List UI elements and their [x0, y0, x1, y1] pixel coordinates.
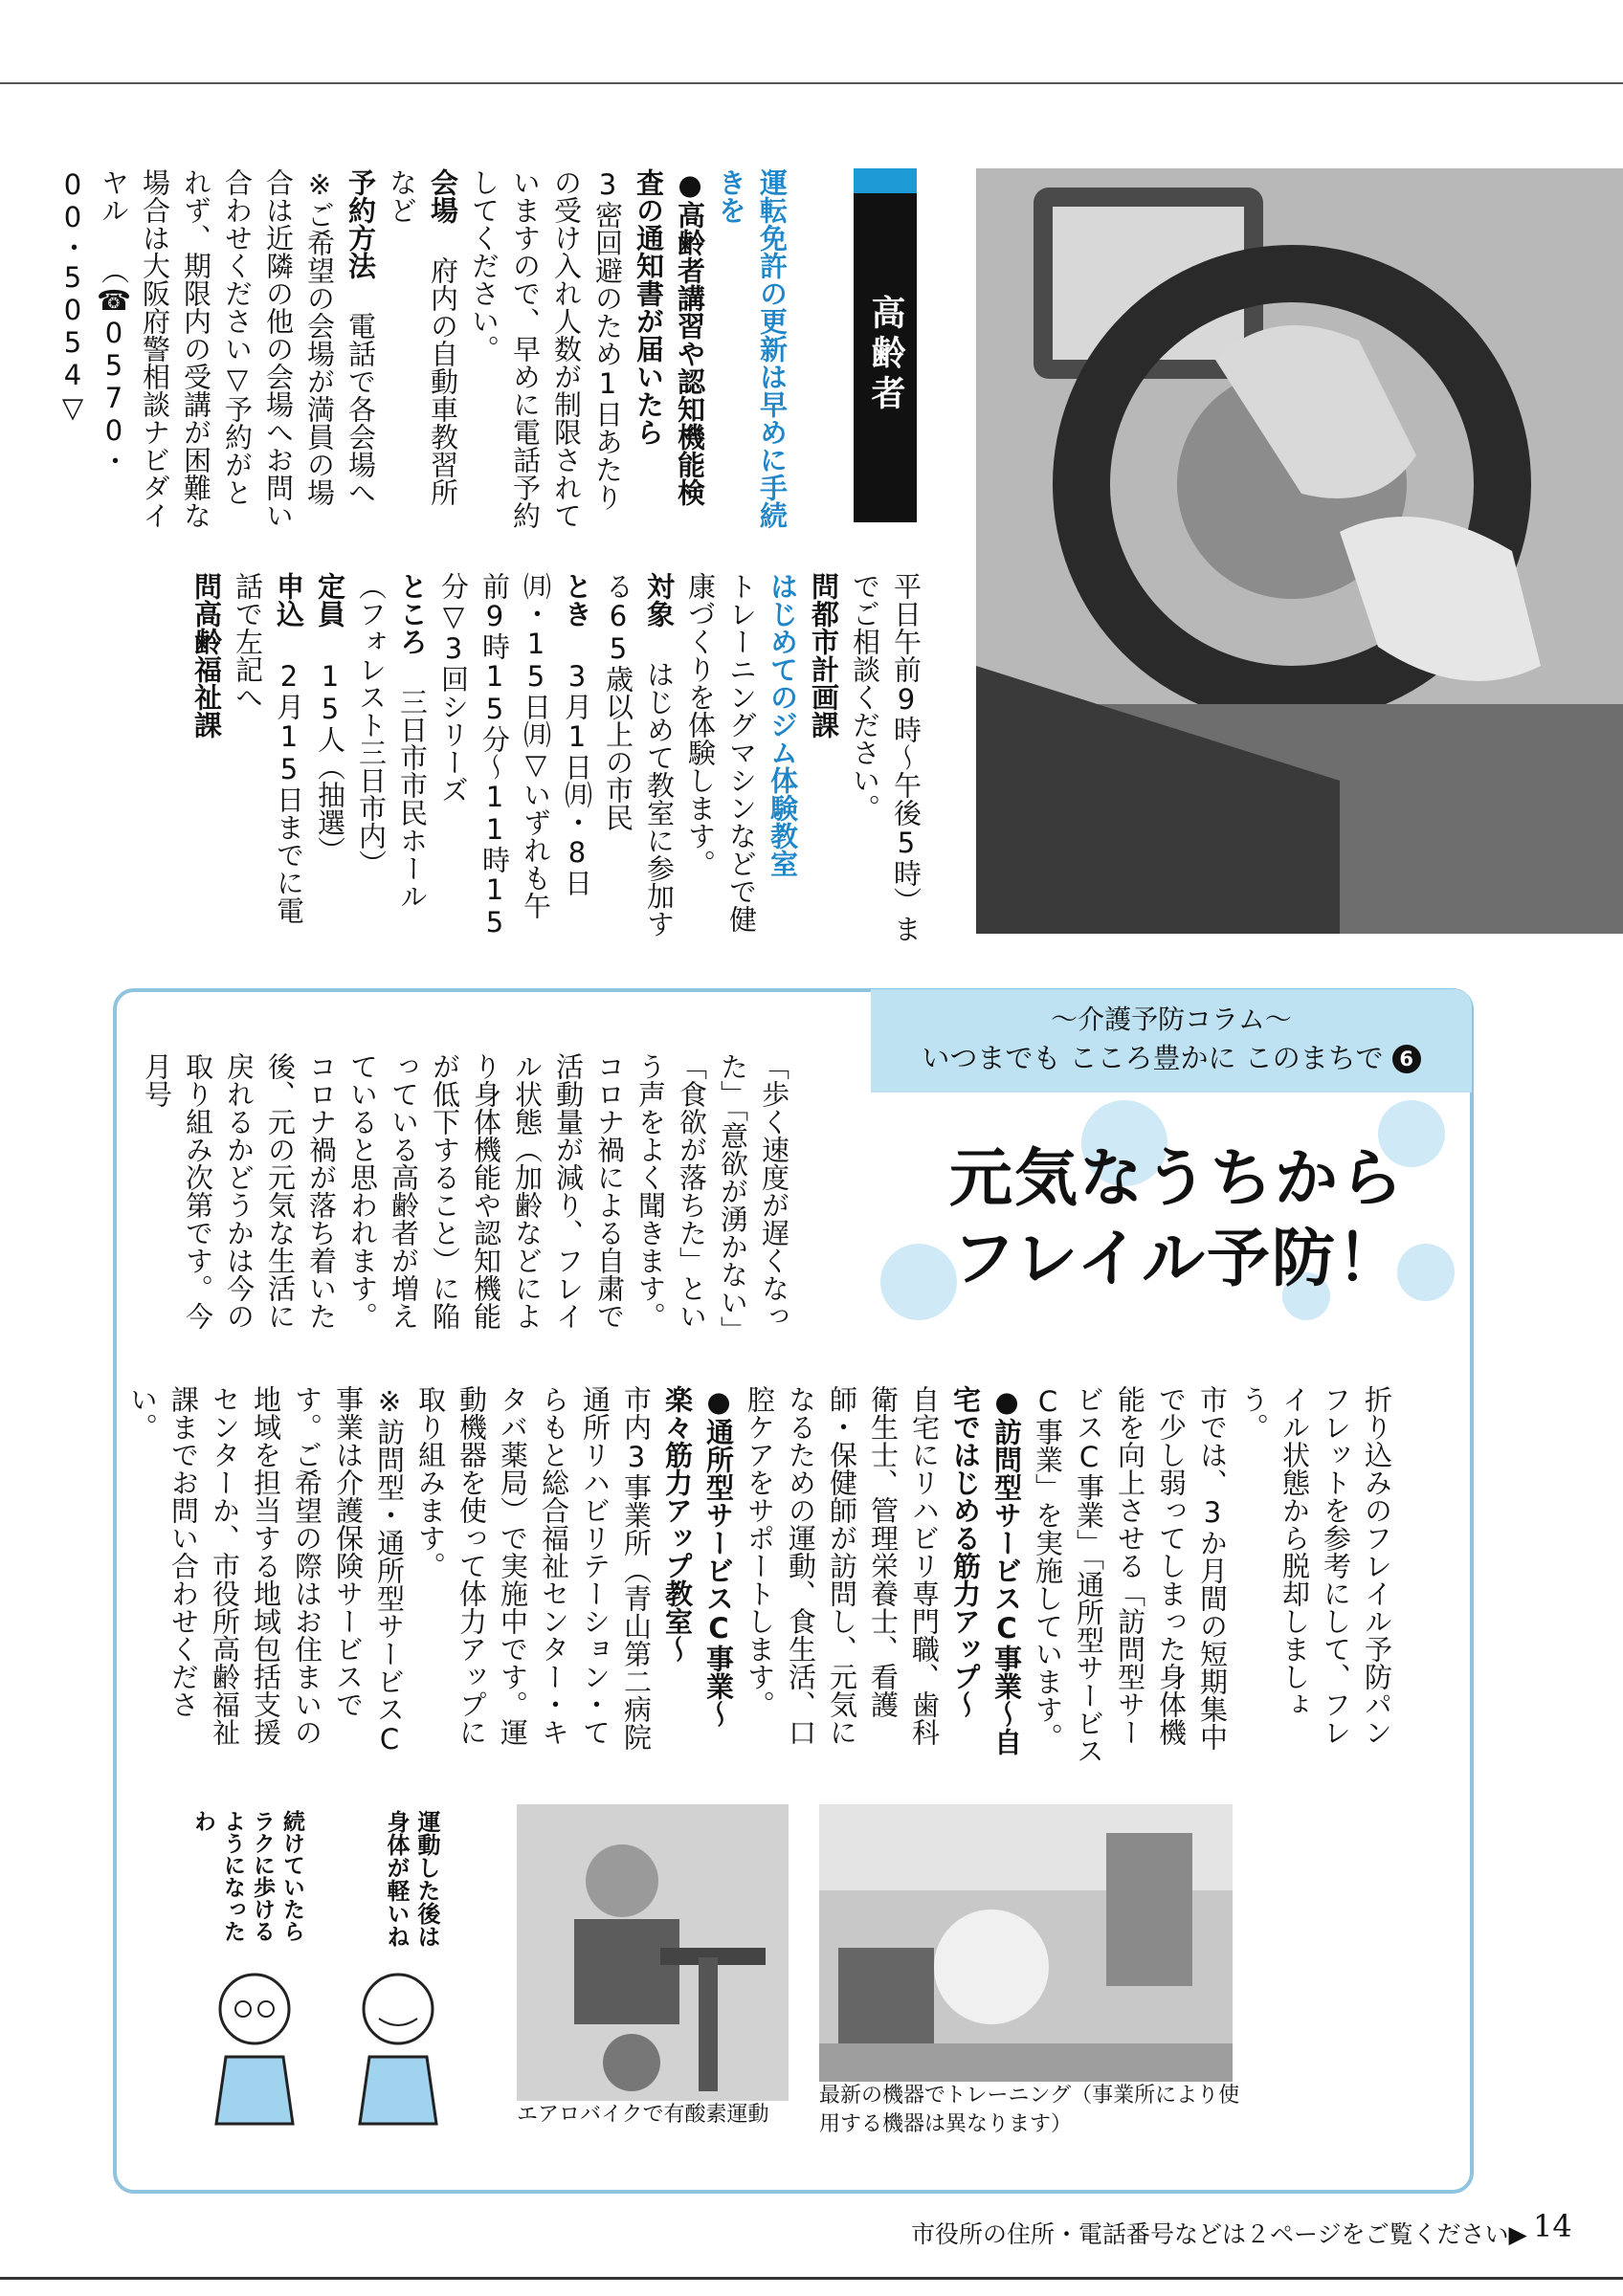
bottom-rule	[0, 2277, 1623, 2280]
column-series-subtitle: いつまでも こころ豊かに このまちで	[922, 1042, 1384, 1074]
column-note: ※訪問型・通所型サービスC事業は介護保険サービスです。ご希望の際はお住まいの地域を担当する地域包括支援センターか、市役所高齢福祉課までお問い合わせください。	[126, 1385, 406, 1755]
day-body: 市内3事業所（青山第二病院通所リハビリテーション・てらもと総合福祉センター・キタバ薬局）で実施中です。運動機器を使って体力アップに取り組みます。	[414, 1385, 653, 1751]
elderly-couple-illustration	[188, 1971, 475, 2133]
license-contact: 問都市計画課	[808, 572, 840, 739]
license-hours: 平日午前9時～午後5時）までご相談ください。	[849, 572, 923, 942]
capacity-value: 15人（抽選）	[314, 660, 346, 864]
when-value: 3月1日㈪・8日㈪・15日㈪▽いずれも午前9時15分～11時15分▽3回シリーズ	[437, 572, 593, 938]
category-tag-accent	[854, 168, 917, 193]
training-machine-photo	[819, 1804, 1233, 2082]
target-value: はじめて教室に参加する65歳以上の市民	[602, 572, 676, 938]
column-intro: 「歩く速度が遅くなった」「意欲が湧かない」「食欲が落ちた」という声をよく聞きます。コロナ禍による自粛で活動量が減り、フレイル状態（加齢などにより身体機能や認知機能が低下すること）に陥っている高齢者が増えていると思われます。	[346, 1052, 790, 1330]
bike-photo-caption: エアロバイクで有酸素運動	[517, 2103, 769, 2127]
visit-body: 自宅にリハビリ専門職、歯科衛生士、管理栄養士、看護師・保健師が訪問し、元気になるための運動、食生活、口腔ケアをサポートします。	[744, 1385, 941, 1746]
where-label: ところ	[396, 572, 429, 655]
exercise-bike-photo	[517, 1804, 789, 2101]
license-article	[56, 168, 792, 532]
gym-article	[190, 572, 926, 945]
category-tag	[854, 168, 917, 522]
license-phone: （☎0570・00・5054▽	[56, 168, 130, 475]
capacity-label: 定員	[314, 572, 346, 628]
category-tag-label: 高齢者	[866, 295, 905, 415]
day-heading: ●通所型サービスC事業～楽々筋力アップ教室～	[661, 1385, 735, 1728]
column-title-line1: 元気なうちから	[949, 1141, 1405, 1215]
page-number: 14	[1533, 2208, 1572, 2244]
gym-body: トレーニングマシンなどで健康づくりを体験します。	[684, 572, 758, 933]
target-label: 対象	[643, 572, 676, 628]
column-program: 市では、3か月間の短期集中で少し弱ってしまった身体機能を向上させる「訪問型サービスC事業」「通所型サービスC事業」を実施しています。	[1032, 1385, 1229, 1765]
reserve-label: 予約方法	[345, 168, 377, 279]
column-intro2: コロナ禍が落ち着いた後、元の元気な生活に戻れるかどうかは今の取り組み次第です。今月号	[141, 1052, 338, 1330]
license-body: 3密回避のため1日あたりの受け入れ人数が制限されていますので、早めに電話予約してください。	[468, 168, 624, 529]
top-rule	[0, 82, 1623, 84]
column-title	[919, 1138, 1435, 1299]
column-intro3: 折り込みのフレイル予防パンフレットを参考にして、フレイル状態から脱却しましょう。	[1237, 1385, 1393, 1746]
column-body-text	[126, 1385, 1397, 1768]
visit-heading: ●訪問型サービスC事業～自宅ではじめる筋力アップ～	[949, 1385, 1023, 1755]
steering-wheel-hands-photo	[976, 168, 1623, 934]
venue-value: 府内の自動車教習所など	[386, 168, 459, 506]
apply-label: 申込	[273, 572, 305, 628]
speech-bubble-2-text: 続けていたらラクに歩けるようになったわ	[190, 1810, 304, 1942]
speech-bubble-2	[190, 1810, 306, 1954]
gym-contact: 問高齢福祉課	[190, 572, 223, 739]
apply-value: 2月15日までに電話で左記へ	[232, 572, 305, 924]
speech-bubble-1	[356, 1810, 442, 1963]
series-number-badge: 6	[1392, 1045, 1421, 1073]
license-heading: 運転免許の更新は早めに手続きを	[715, 168, 789, 529]
column-intro-text	[141, 1052, 794, 1339]
gym-heading: はじめてのジム体験教室	[767, 572, 799, 877]
license-subheading: ●高齢者講習や認知機能検査の通知書が届いたら	[633, 168, 706, 506]
speech-bubble-1-text: 運動した後は身体が軽いね	[383, 1810, 440, 1948]
column-title-line2: フレイル予防！	[951, 1222, 1403, 1295]
column-series-subtitle-row	[871, 1039, 1472, 1077]
when-label: とき	[561, 572, 593, 628]
license-note: ※ご希望の会場が満員の場合は近隣の他の会場へお問い合わせください▽予約がとれず、期限内の受講が困難な場合は大阪府警相談ナビダイヤル	[98, 168, 336, 529]
footer-note: 市役所の住所・電話番号などは２ページをご覧ください▶	[911, 2220, 1527, 2248]
column-header	[871, 989, 1472, 1093]
training-photo-caption: 最新の機器でトレーニング（事業所により使用する機器は異なります）	[819, 2084, 1240, 2136]
column-series-title: ～介護予防コラム～	[1051, 1004, 1292, 1035]
where-value: 三日市市民ホール（フォレスト三日市内）	[355, 572, 429, 910]
venue-label: 会場	[427, 168, 459, 224]
reserve-value: 電話で各会場へ	[345, 312, 377, 506]
